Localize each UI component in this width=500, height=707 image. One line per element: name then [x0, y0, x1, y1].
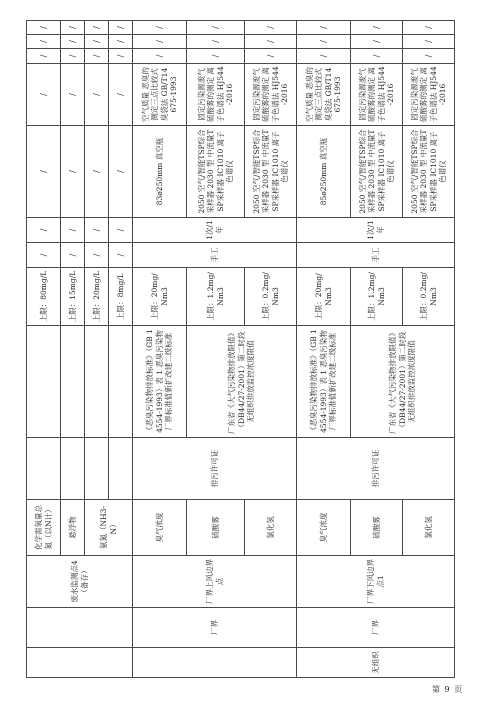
slash-cell: /	[85, 243, 109, 268]
slash-cell: /	[27, 218, 61, 243]
slash-cell: /	[85, 49, 109, 64]
table-row	[297, 21, 351, 678]
page-number: 第 9 页	[432, 685, 464, 694]
item-cell: 硫酸雾	[351, 500, 403, 556]
slash-cell: /	[61, 21, 85, 35]
limit-cell: 上限：20mg/Nm3	[133, 268, 187, 326]
monitor-point-cell: 厂界下风边界点1	[297, 556, 455, 608]
table-row	[133, 21, 187, 678]
limit-cell: 上限：15mg/L	[61, 268, 85, 326]
std-text-cell: 《恶臭污染物排放标准》（GB 14554-1993）表 1 恶臭污染物厂界标准值新扩改建二级标准	[297, 326, 351, 438]
manual-cell: 手工	[297, 243, 455, 268]
std-cell	[27, 438, 61, 500]
slash-cell: /	[27, 243, 61, 268]
std-text-cell: 广东省《大气污染物排放限值》（DB44/27-2001）第二时段无组织排放监控浓度限值	[187, 326, 297, 438]
instrument-cell: 83ø250mm 真空瓶	[133, 126, 187, 218]
instrument-cell: 2050 空气/智能TSP综合采样器 2030 型 中流量TSP采样器 IC1010 离子色谱仪	[351, 126, 403, 218]
std-cell	[85, 438, 109, 500]
slash-cell: /	[245, 21, 297, 35]
slash-cell: /	[297, 35, 351, 49]
cell-col2	[27, 608, 133, 648]
monitoring-table	[26, 20, 455, 678]
slash-cell: /	[27, 126, 61, 218]
std-cell	[109, 438, 133, 500]
method-cell: 固定污染源废气 硫酸雾的测定 离子色谱法 HJ544-2016	[403, 64, 455, 126]
method-cell: 固定污染源废气 硫酸雾的测定 离子色谱法 HJ544-2016	[245, 64, 297, 126]
item-cell: 悬浮物	[61, 500, 85, 556]
freq-cell: 1次/1年	[297, 218, 455, 243]
slash-cell: /	[109, 243, 133, 268]
method-cell: 固定污染源废气 硫酸雾的测定 离子色谱法 HJ544-2016	[351, 64, 403, 126]
instrument-cell: 2050 空气/智能TSP综合采样器 2030 型 中流量TSP采样器 IC1010 离子色谱仪	[403, 126, 455, 218]
limit-cell: 上限：0.2mg/Nm3	[403, 268, 455, 326]
instrument-cell: 2050 空气/智能TSP综合采样器 2030 型 中流量TSP采样器 IC1010 离子色谱仪	[187, 126, 245, 218]
slash-cell: /	[297, 21, 351, 35]
limit-cell: 上限：0.2mg/Nm3	[245, 268, 297, 326]
method-cell: 空气质量 恶臭的测定三点比较式臭袋法 GB/T14675-1993	[133, 64, 187, 126]
slash-cell: /	[245, 35, 297, 49]
slash-cell: /	[85, 218, 109, 243]
slash-cell: /	[61, 218, 85, 243]
site-cell: 厂界	[297, 608, 455, 648]
std-cell: 排污许可证	[297, 438, 455, 500]
std-cell	[61, 438, 85, 500]
std-text-cell: 《恶臭污染物排放标准》（GB 14554-1993）表 1 恶臭污染物厂界标准值新扩改建二级标准	[133, 326, 187, 438]
limit-cell: 上限：80mg/L	[27, 268, 61, 326]
slash-cell: /	[351, 35, 403, 49]
manual-cell: 手工	[133, 243, 297, 268]
std-cell: 排污许可证	[133, 438, 297, 500]
slash-cell: /	[133, 35, 187, 49]
slash-cell: /	[133, 21, 187, 35]
slash-cell: /	[403, 49, 455, 64]
item-cell: 臭气浓度	[133, 500, 187, 556]
slash-cell: /	[109, 218, 133, 243]
slash-cell: /	[61, 126, 85, 218]
item-cell: 氨氮（NH3-N）	[85, 500, 133, 556]
item-cell: 臭气浓度	[297, 500, 351, 556]
slash-cell: /	[85, 64, 109, 126]
slash-cell: /	[109, 64, 133, 126]
rotated-table-container	[26, 21, 454, 678]
slash-cell: /	[187, 35, 245, 49]
slash-cell: /	[85, 21, 109, 35]
slash-cell: /	[297, 49, 351, 64]
cell-col1	[27, 648, 133, 678]
slash-cell: /	[109, 49, 133, 64]
category-cell: 无组织	[297, 648, 455, 678]
slash-cell: /	[109, 21, 133, 35]
monitor-point-cell: 厂界上风边界点	[133, 556, 297, 608]
slash-cell: /	[61, 243, 85, 268]
item-cell: 氯化氢	[245, 500, 297, 556]
std-text-cell: 广东省《大气污染物排放限值》（DB44/27-2001）第二时段无组织排放监控浓度限值	[351, 326, 455, 438]
freq-cell: 1次/1年	[133, 218, 297, 243]
slash-cell: /	[187, 21, 245, 35]
slash-cell: /	[61, 64, 85, 126]
slash-cell: /	[187, 49, 245, 64]
slash-cell: /	[27, 21, 61, 35]
slash-cell: /	[27, 49, 61, 64]
method-cell: 空气质量 恶臭的测定三点比较式臭袋法 GB/T14675-1993	[297, 64, 351, 126]
cell-col1	[133, 648, 297, 678]
item-cell: 氯化氢	[403, 500, 455, 556]
limit-cell: 上限：1.2mg/Nm3	[187, 268, 245, 326]
limit-cell: 上限：8mg/L	[109, 268, 133, 326]
slash-cell: /	[27, 35, 61, 49]
std-text-cell	[85, 326, 109, 438]
slash-cell: /	[403, 35, 455, 49]
slash-cell: /	[85, 126, 109, 218]
item-cell: 化学需氧量总氮（以N计）	[27, 500, 61, 556]
method-cell: 固定污染源废气 硫酸雾的测定 离子色谱法 HJ544-2016	[187, 64, 245, 126]
slash-cell: /	[85, 35, 109, 49]
slash-cell: /	[133, 49, 187, 64]
instrument-cell: 85ø250mm 真空瓶	[297, 126, 351, 218]
std-text-cell	[61, 326, 85, 438]
site-cell: 厂界	[133, 608, 297, 648]
std-text-cell	[27, 326, 61, 438]
item-cell: 硫酸雾	[187, 500, 245, 556]
table-row	[27, 21, 61, 678]
instrument-cell: 2050 空气/智能TSP综合采样器 2030 型 中流量TSP采样器 IC1010 离子色谱仪	[245, 126, 297, 218]
std-text-cell	[109, 326, 133, 438]
limit-cell: 上限：20mg/Nm3	[297, 268, 351, 326]
slash-cell: /	[61, 49, 85, 64]
limit-cell: 上限：20mg/L	[85, 268, 109, 326]
slash-cell: /	[245, 49, 297, 64]
slash-cell: /	[351, 21, 403, 35]
slash-cell: /	[351, 49, 403, 64]
slash-cell: /	[403, 21, 455, 35]
slash-cell: /	[27, 64, 61, 126]
limit-cell: 上限：1.2mg/Nm3	[351, 268, 403, 326]
slash-cell: /	[61, 35, 85, 49]
slash-cell: /	[109, 126, 133, 218]
monitor-point-cell: 废水监测点4（备存）	[27, 556, 133, 608]
slash-cell: /	[109, 35, 133, 49]
